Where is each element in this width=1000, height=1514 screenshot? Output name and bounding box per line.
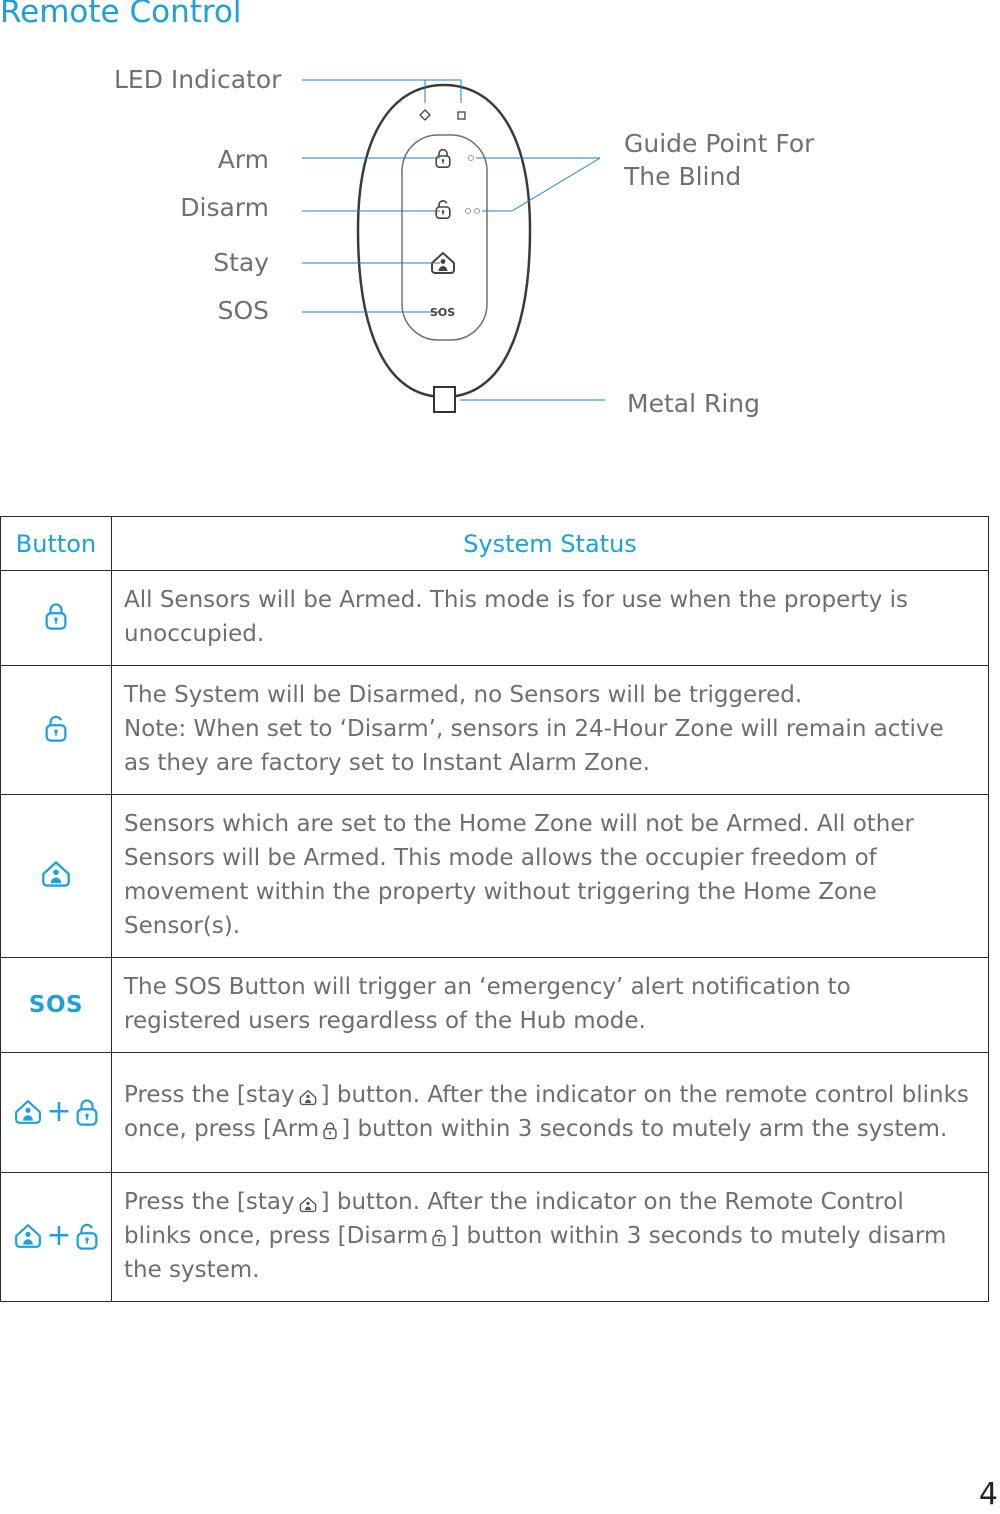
icon-cell: [1, 958, 112, 1053]
led-indicator-icon: [420, 110, 465, 120]
lock-open-icon: [432, 1228, 446, 1247]
guide-dot: [475, 209, 480, 214]
header-system-status: System Status: [112, 517, 989, 571]
lock-closed-icon: [76, 1097, 98, 1127]
table-row: [1, 1173, 989, 1302]
stay-home-icon: [14, 1099, 42, 1125]
icon-cell: [1, 1053, 112, 1173]
stay-plus-disarm-icon: [14, 1218, 97, 1253]
plus-sign: +: [46, 1218, 72, 1253]
status-text: Press the [stay ] button. After the indicator on the remote control blinks once, press [Arm ] button within 3 seconds to mutely arm the system.: [112, 1053, 989, 1173]
label-arm: Arm: [217, 145, 269, 174]
status-text: Press the [stay ] button. After the indicator on the Remote Control blinks once, press [Disarm ] button within 3 seconds to mutely disarm the system.: [112, 1173, 989, 1302]
label-stay: Stay: [213, 248, 269, 277]
metal-ring: [434, 387, 455, 412]
icon-cell: [1, 795, 112, 958]
device-sos-label: SOS: [430, 306, 456, 319]
table-row: [1, 795, 989, 958]
guide-dot: [466, 209, 471, 214]
stay-plus-arm-icon: [14, 1093, 97, 1129]
stay-home-icon: [14, 1223, 42, 1249]
sos-icon: SOS: [28, 992, 84, 1018]
remote-diagram: [0, 40, 1000, 440]
table-row: [1, 958, 989, 1053]
plus-sign: +: [46, 1093, 72, 1129]
status-text: The System will be Disarmed, no Sensors will be triggered. Note: When set to ‘Disarm’, sensors in 24-Hour Zone will remain active as they are factory set to Instant Alarm Zone.: [112, 666, 989, 795]
label-guide-point: Guide Point For The Blind: [624, 129, 815, 191]
table-row: [1, 666, 989, 795]
icon-cell: [1, 571, 112, 666]
lock-open-icon: [76, 1221, 98, 1251]
status-text: All Sensors will be Armed. This mode is for use when the property is unoccupied.: [112, 571, 989, 666]
lock-closed-icon: [323, 1121, 337, 1140]
label-led-indicator: LED Indicator: [114, 65, 282, 94]
leader-lines: [302, 80, 605, 400]
label-metal-ring: Metal Ring: [627, 389, 760, 418]
remote-body: [358, 85, 530, 397]
header-button: Button: [1, 517, 112, 571]
stay-home-icon: [41, 860, 71, 888]
status-text: The SOS Button will trigger an ‘emergency’ alert notification to registered users regardless of the Hub mode.: [112, 958, 989, 1053]
page-title: Remote Control: [0, 0, 242, 30]
table-header-row: [1, 517, 989, 571]
icon-cell: [1, 666, 112, 795]
label-disarm: Disarm: [180, 193, 269, 222]
remote-illustration: [0, 40, 1000, 440]
button-status-table: [0, 516, 989, 1302]
table-row: [1, 571, 989, 666]
page-number: 4: [978, 1477, 998, 1512]
lock-open-icon: [45, 713, 67, 743]
device-disarm-button: [436, 201, 450, 218]
label-sos: SOS: [217, 296, 269, 325]
lock-closed-icon: [45, 601, 67, 631]
guide-dot: [469, 156, 474, 161]
stay-home-icon: [299, 1196, 317, 1213]
status-text: Sensors which are set to the Home Zone will not be Armed. All other Sensors will be Armed. This mode allows the occupier freedom of movement within the property without triggering the Home Zone Sensor(s).: [112, 795, 989, 958]
icon-cell: [1, 1173, 112, 1302]
stay-home-icon: [299, 1089, 317, 1106]
table-row: [1, 1053, 989, 1173]
